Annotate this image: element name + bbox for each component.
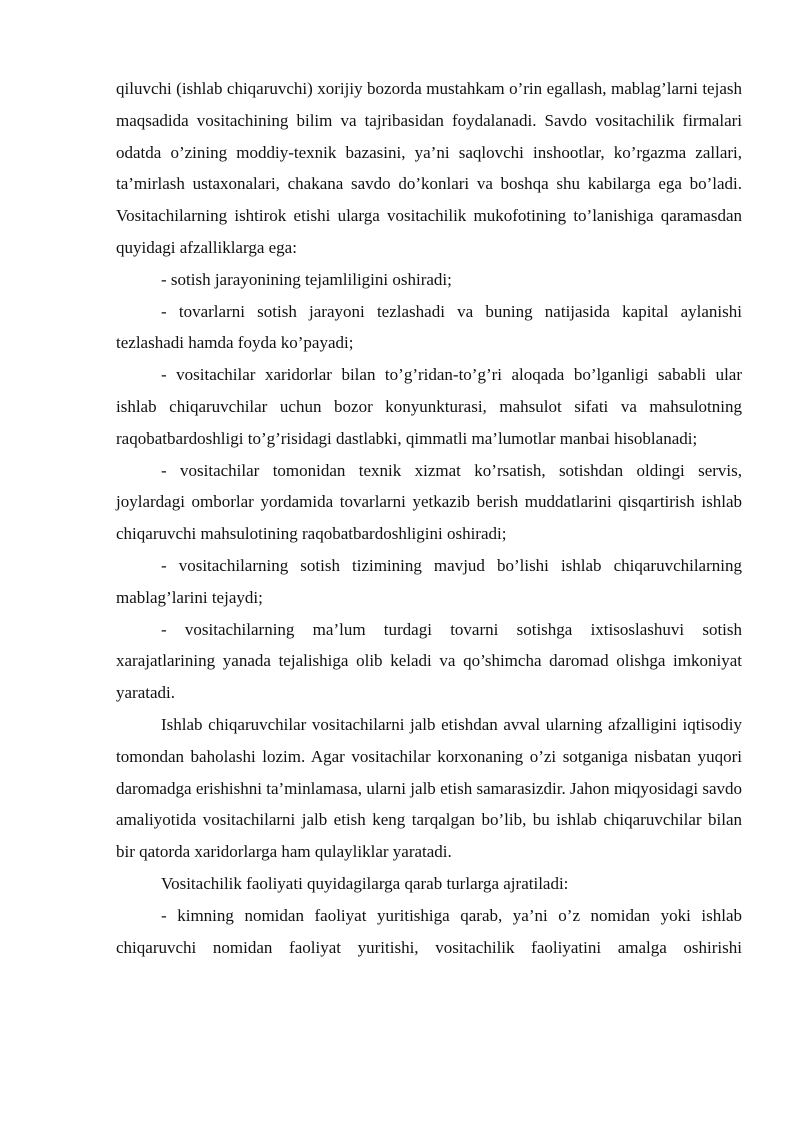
paragraph-types-intro: Vositachilik faoliyati quyidagilarga qarab turlarga ajratiladi: <box>161 873 569 893</box>
list-item-specialization: - vositachilarning ma’lum turdagi tovarni sotishga ixtisoslashuvi sotish xarajatlarining yanada tejalishiga olib keladi va qo’shimcha daromad olishga imkoniyat yaratadi. <box>116 619 742 703</box>
list-item-market-info: - vositachilar xaridorlar bilan to’g’ridan-to’g’ri aloqada bo’lganligi sababli ular ishlab chiqaruvchilar uchun bozor konyunkturasi, mahsulot sifati va mahsulotning raqobatbardoshligi to’g’risidagi dastlabki, qimmatli ma’lumotlar manbai hisoblanadi; <box>116 365 742 448</box>
list-item-sales-system: - vositachilarning sotish tizimining mavjud bo’lishi ishlab chiqaruvchilarning mablag’larini tejaydi; <box>116 555 742 607</box>
list-item-on-whose-behalf: - kimning nomidan faoliyat yuritishiga qarab, ya’ni o’z nomidan yoki ishlab chiqaruvchi nomidan faoliyat yuritishi, vositachilik faoliyatini amalga oshirishi <box>116 905 742 957</box>
list-item-service: - vositachilar tomonidan texnik xizmat ko’rsatish, sotishdan oldingi servis, joylardagi omborlar yordamida tovarlarni yetkazib berish muddatlarini qisqartirish ishlab chiqaruvchi mahsulotining raqobatbardoshligini oshiradi; <box>116 460 742 544</box>
list-item-speed: - tovarlarni sotish jarayoni tezlashadi va buning natijasida kapital aylanishi tezlashadi hamda foyda ko’payadi; <box>116 301 742 353</box>
paragraph-continuation: qiluvchi (ishlab chiqaruvchi) xorijiy bozorda mustahkam o’rin egallash, mablag’larni tejash maqsadida vositachining bilim va tajribasidan foydalanadi. Savdo vositachilik firmalari odatda o’zining moddiy-texnik bazasini, ya’ni saqlovchi inshootlar, ko’rgazma zallari, ta’mirlash ustaxonalari, chakana savdo do’konlari va boshqa shu kabilarga ega bo’ladi. Vositachilarning ishtirok etishi ularga vositachilik mukofotining to’lanishiga qaramasdan quyidagi afzalliklarga ega: <box>116 79 742 257</box>
paragraph-evaluation: Ishlab chiqaruvchilar vositachilarni jalb etishdan avval ularning afzalligini iqtisodiy tomondan baholashi lozim. Agar vositachilar korxonaning o’zi sotganiga nisbatan yuqori daromadga erishishni ta’minlamasa, ularni jalb etish samarasizdir. Jahon miqyosidagi savdo amaliyotida vositachilarni jalb etish keng tarqalgan bo’lib, bu ishlab chiqaruvchilar bilan bir qatorda xaridorlarga ham qulayliklar yaratadi. <box>116 714 742 862</box>
list-item-savings: - sotish jarayonining tejamliligini oshiradi; <box>161 269 452 289</box>
document-page <box>116 73 742 963</box>
